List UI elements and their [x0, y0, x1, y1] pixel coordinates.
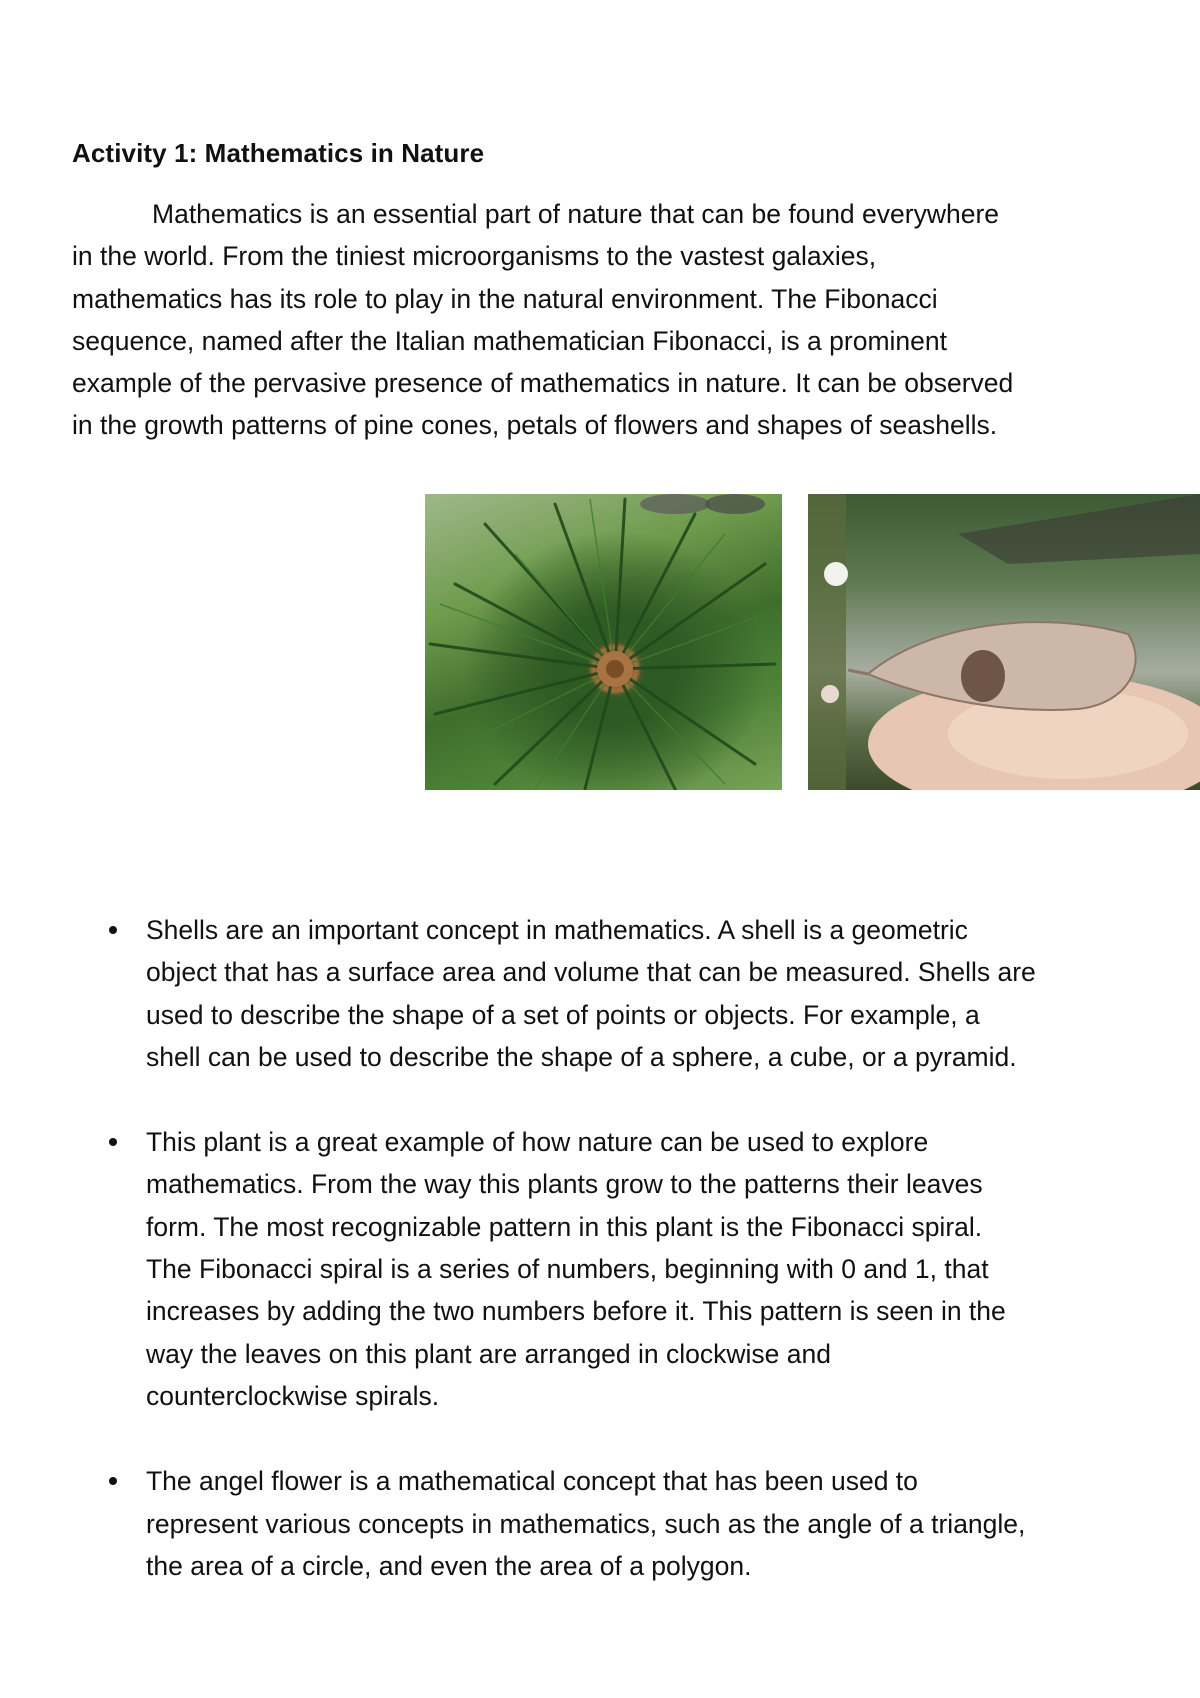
- bullet-line: shell can be used to describe the shape of a sphere, a cube, or a pyramid.: [146, 1041, 1017, 1072]
- intro-line: in the growth patterns of pine cones, petals of flowers and shapes of seashells.: [72, 410, 998, 441]
- list-item: [106, 1460, 1166, 1587]
- intro-line: mathematics has its role to play in the natural environment. The Fibonacci: [72, 283, 938, 314]
- bullet-line: way the leaves on this plant are arranged in clockwise and: [146, 1338, 831, 1369]
- intro-line: example of the pervasive presence of mathematics in nature. It can be observed: [72, 368, 1014, 399]
- sago-palm-illustration: [425, 494, 782, 790]
- list-item: [106, 1121, 1166, 1417]
- bullet-line: form. The most recognizable pattern in this plant is the Fibonacci spiral.: [146, 1211, 983, 1242]
- intro-line: Mathematics is an essential part of nature that can be found everywhere: [152, 199, 1000, 229]
- bullet-list: [106, 909, 1166, 1630]
- intro-line: sequence, named after the Italian mathematician Fibonacci, is a prominent: [72, 325, 947, 356]
- list-item: [106, 909, 1166, 1078]
- bullet-line: object that has a surface area and volume that can be measured. Shells are: [146, 957, 1036, 988]
- intro-paragraph: [72, 193, 1132, 447]
- bullet-line: The angel flower is a mathematical concept that has been used to: [146, 1466, 918, 1497]
- bullet-line: used to describe the shape of a set of points or objects. For example, a: [146, 999, 980, 1030]
- bullet-line: This plant is a great example of how nature can be used to explore: [146, 1127, 929, 1158]
- bullet-line: the area of a circle, and even the area of a polygon.: [146, 1550, 752, 1581]
- seashell-photo: [808, 494, 1200, 790]
- bullet-line: The Fibonacci spiral is a series of numbers, beginning with 0 and 1, that: [146, 1254, 989, 1285]
- sago-palm-photo: [425, 494, 782, 790]
- intro-line: in the world. From the tiniest microorganisms to the vastest galaxies,: [72, 241, 877, 272]
- bullet-line: mathematics. From the way this plants grow to the patterns their leaves: [146, 1169, 983, 1200]
- bullet-line: counterclockwise spirals.: [146, 1380, 440, 1411]
- bullet-line: Shells are an important concept in mathematics. A shell is a geometric: [146, 915, 968, 945]
- bullet-line: represent various concepts in mathematics, such as the angle of a triangle,: [146, 1508, 1026, 1539]
- seashell-illustration: [808, 494, 1200, 790]
- page-title: Activity 1: Mathematics in Nature: [72, 138, 485, 168]
- bullet-line: increases by adding the two numbers before it. This pattern is seen in the: [146, 1296, 1006, 1327]
